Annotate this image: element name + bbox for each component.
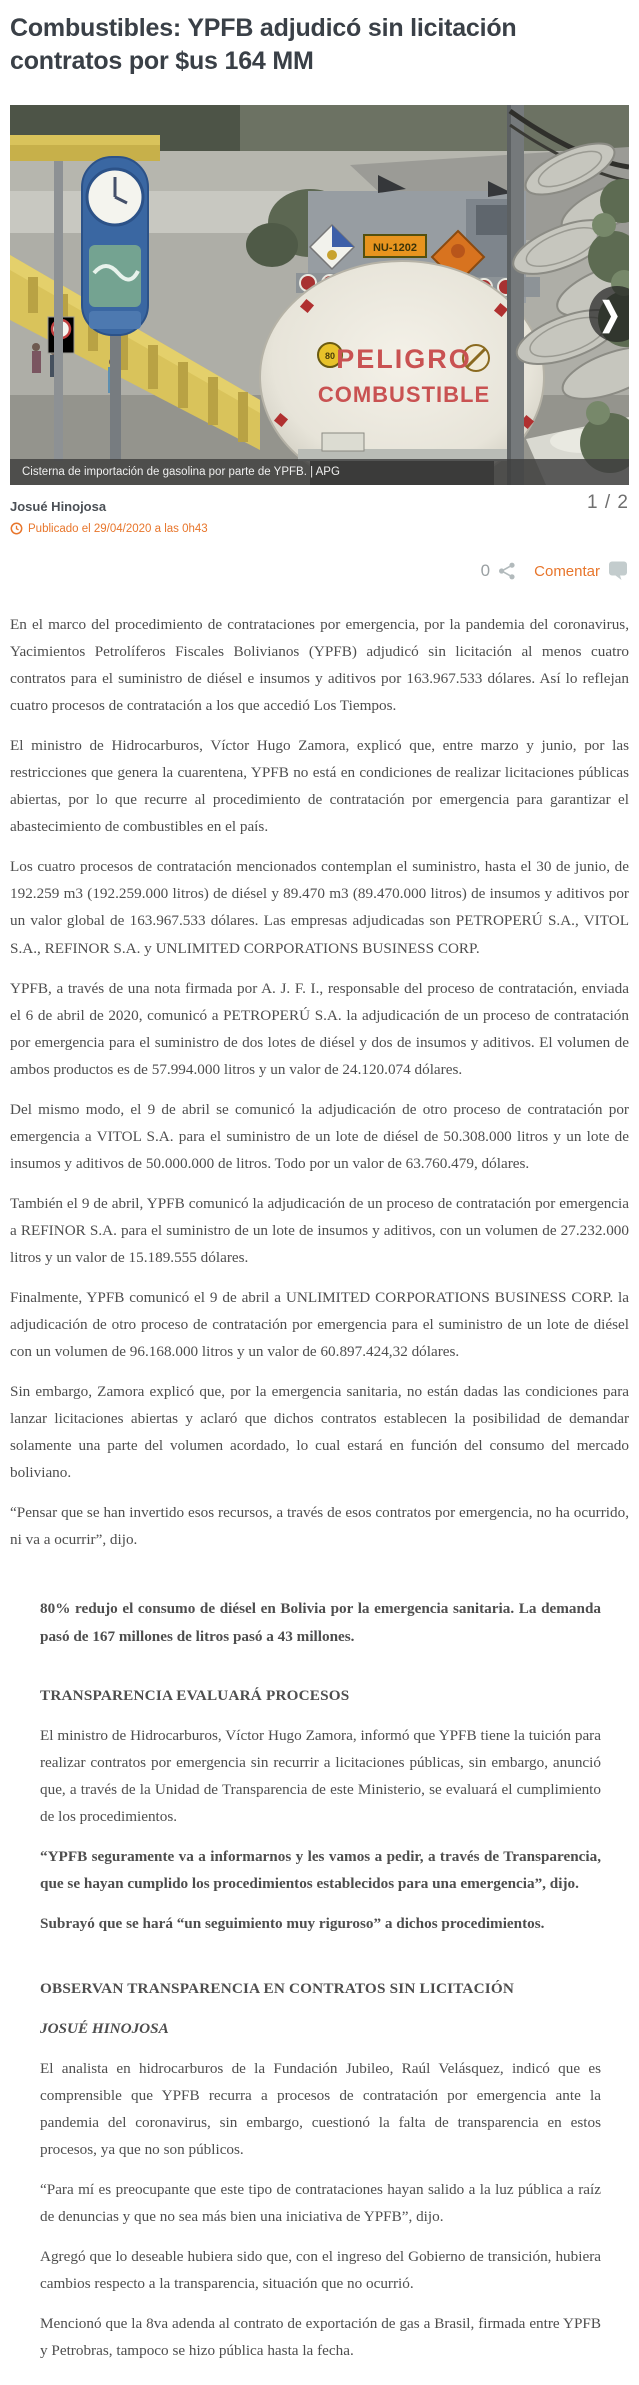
- paragraph: Mencionó que la 8va adenda al contrato de exportación de gas a Brasil, firmada entre YPFB y Petrobras, tampoco se hizo pública hasta la fecha.: [40, 2315, 601, 2360]
- publish-date: [10, 522, 208, 535]
- tank-text-line1: PELIGRO: [336, 344, 472, 374]
- chevron-right-icon: ❯: [599, 294, 621, 333]
- publish-date-text: Publicado el 29/04/2020 a las 0h43: [28, 522, 208, 535]
- share-row: [10, 561, 629, 581]
- section-byline: JOSUÉ HINOJOSA: [40, 2019, 169, 2037]
- article-page: [10, 0, 629, 2385]
- section-heading-observan: OBSERVAN TRANSPARENCIA EN CONTRATOS SIN LICITACIÓN: [40, 1979, 515, 1997]
- paragraph: El analista en hidrocarburos de la Fundación Jubileo, Raúl Velásquez, indicó que es comprensible que YPFB recurra a procesos de contratación por emergencia ante la pandemia del coronavirus, sin embargo, cuestionó la falta de transparencia en estos procesos, ya que no son públicos.: [40, 2060, 601, 2159]
- paragraph: En el marco del procedimiento de contrataciones por emergencia, por la pandemia del coronavirus, Yacimientos Petrolíferos Fiscales Bolivianos (YPFB) adjudicó sin licitación al menos cuatro contratos para el suministro de diésel e insumos y aditivos por 163.967.533 dólares. Así lo reflejan cuatro procesos de contratación a los que accedió Los Tiempos.: [10, 616, 629, 715]
- article-body: [10, 611, 629, 2364]
- svg-text:80: 80: [324, 351, 336, 361]
- paragraph-quote: Subrayó que se hará “un seguimiento muy riguroso” a dichos procedimientos.: [40, 1914, 545, 1932]
- paragraph-quote: “YPFB seguramente va a informarnos y les vamos a pedir, a través de Transparencia, que se hayan cumplido los procedimientos establecidos para una emergencia”, dijo.: [40, 1847, 601, 1892]
- share-icon[interactable]: [497, 561, 517, 581]
- paragraph: “Para mí es preocupante que este tipo de contrataciones hayan salido a la luz pública a raíz de denuncias y que no sea más bien una iniciativa de YPFB”, dijo.: [40, 2181, 601, 2226]
- paragraph: El ministro de Hidrocarburos, Víctor Hugo Zamora, explicó que, entre marzo y junio, por las restricciones que genera la cuarentena, YPFB no está en condiciones de realizar licitaciones públicas abiertas, por lo que recurre al procedimiento de contratación por emergencia para garantizar el abastecimiento de combustibles en el país.: [10, 737, 629, 836]
- article-photo: [10, 105, 629, 485]
- gallery-counter: 1 / 2: [587, 492, 629, 513]
- share-count: 0: [480, 561, 491, 580]
- section-heading-transparencia: TRANSPARENCIA EVALUARÁ PROCESOS: [40, 1686, 350, 1704]
- paragraph: También el 9 de abril, YPFB comunicó la adjudicación de un proceso de contratación por emergencia a REFINOR S.A. para el suministro de un lote de insumos y aditivos, con un volumen de 27.232.000 litros y un valor de 15.189.555 dólares.: [10, 1194, 629, 1266]
- paragraph: Agregó que lo deseable hubiera sido que, con el ingreso del Gobierno de transición, hubiera cambios respecto a la transparencia, situación que no ocurrió.: [40, 2248, 601, 2293]
- page-title: Combustibles: YPFB adjudicó sin licitación contratos por $us 164 MM: [10, 14, 517, 75]
- inset-block: [40, 1595, 601, 2364]
- paragraph: YPFB, a través de una nota firmada por A. J. F. I., responsable del proceso de contratación, enviada el 6 de abril de 2020, comunicó a PETROPERÚ S.A. la adjudicación de un proceso de contratación por emergencia para el suministro de dos lotes de diésel y dos de insumos y aditivos. El volumen de ambos productos es de 57.994.000 litros y un valor de 24.120.074 dólares.: [10, 979, 629, 1078]
- author-name[interactable]: Josué Hinojosa: [10, 499, 107, 514]
- un-placard-text: NU-1202: [372, 242, 418, 254]
- highlight-stat: 80% redujo el consumo de diésel en Bolivia por la emergencia sanitaria. La demanda pasó de 167 millones de litros pasó a 43 millones.: [40, 1600, 601, 1645]
- comment-bubble-icon[interactable]: [607, 561, 629, 581]
- paragraph: “Pensar que se han invertido esos recursos, a través de esos contratos por emergencia, no ha ocurrido, ni va a ocurrir”, dijo.: [10, 1504, 629, 1549]
- tanker-photo-illustration: [10, 105, 629, 485]
- comment-button[interactable]: Comentar: [534, 562, 600, 580]
- clock-icon: [10, 522, 23, 535]
- article-meta: [10, 492, 629, 535]
- paragraph: Los cuatro procesos de contratación mencionados contemplan el suministro, hasta el 30 de junio, de 192.259 m3 (192.259.000 litros) de diésel y 89.470 m3 (89.470.000 litros) de insumos y aditivos por un valor global de 163.967.533 dólares. Las empresas adjudicadas son PETROPERÚ S.A., VITOL S.A., REFINOR S.A. y UNLIMITED CORPORATIONS BUSINESS CORP.: [10, 858, 629, 957]
- tank-text-line2: COMBUSTIBLE: [317, 382, 491, 407]
- paragraph: Sin embargo, Zamora explicó que, por la emergencia sanitaria, no están dadas las condiciones para lanzar licitaciones abiertas y aclaró que dichos contratos establecen la posibilidad de demandar solamente una parte del volumen acordado, lo cual estará en función del consumo del mercado boliviano.: [10, 1383, 629, 1482]
- photo-caption: Cisterna de importación de gasolina por parte de YPFB. | APG: [10, 459, 629, 485]
- paragraph: Finalmente, YPFB comunicó el 9 de abril a UNLIMITED CORPORATIONS BUSINESS CORP. la adjudicación de otro proceso de contratación por emergencia para el suministro de un lote de diésel con un volumen de 96.168.000 litros y un valor de 60.897.424,32 dólares.: [10, 1289, 629, 1361]
- paragraph: El ministro de Hidrocarburos, Víctor Hugo Zamora, informó que YPFB tiene la tuición para realizar contratos por emergencia sin recurrir a licitaciones públicas, sin embargo, anunció que, a través de la Unidad de Transparencia de este Ministerio, se evaluará el cumplimiento de los procedimientos.: [40, 1726, 601, 1825]
- paragraph: Del mismo modo, el 9 de abril se comunicó la adjudicación de otro proceso de contratación por emergencia a VITOL S.A. para el suministro de un lote de diésel de 50.308.000 litros y un lote de insumos y aditivos de 50.000.000 de litros. Todo por un valor de 63.760.479, dólares.: [10, 1100, 629, 1172]
